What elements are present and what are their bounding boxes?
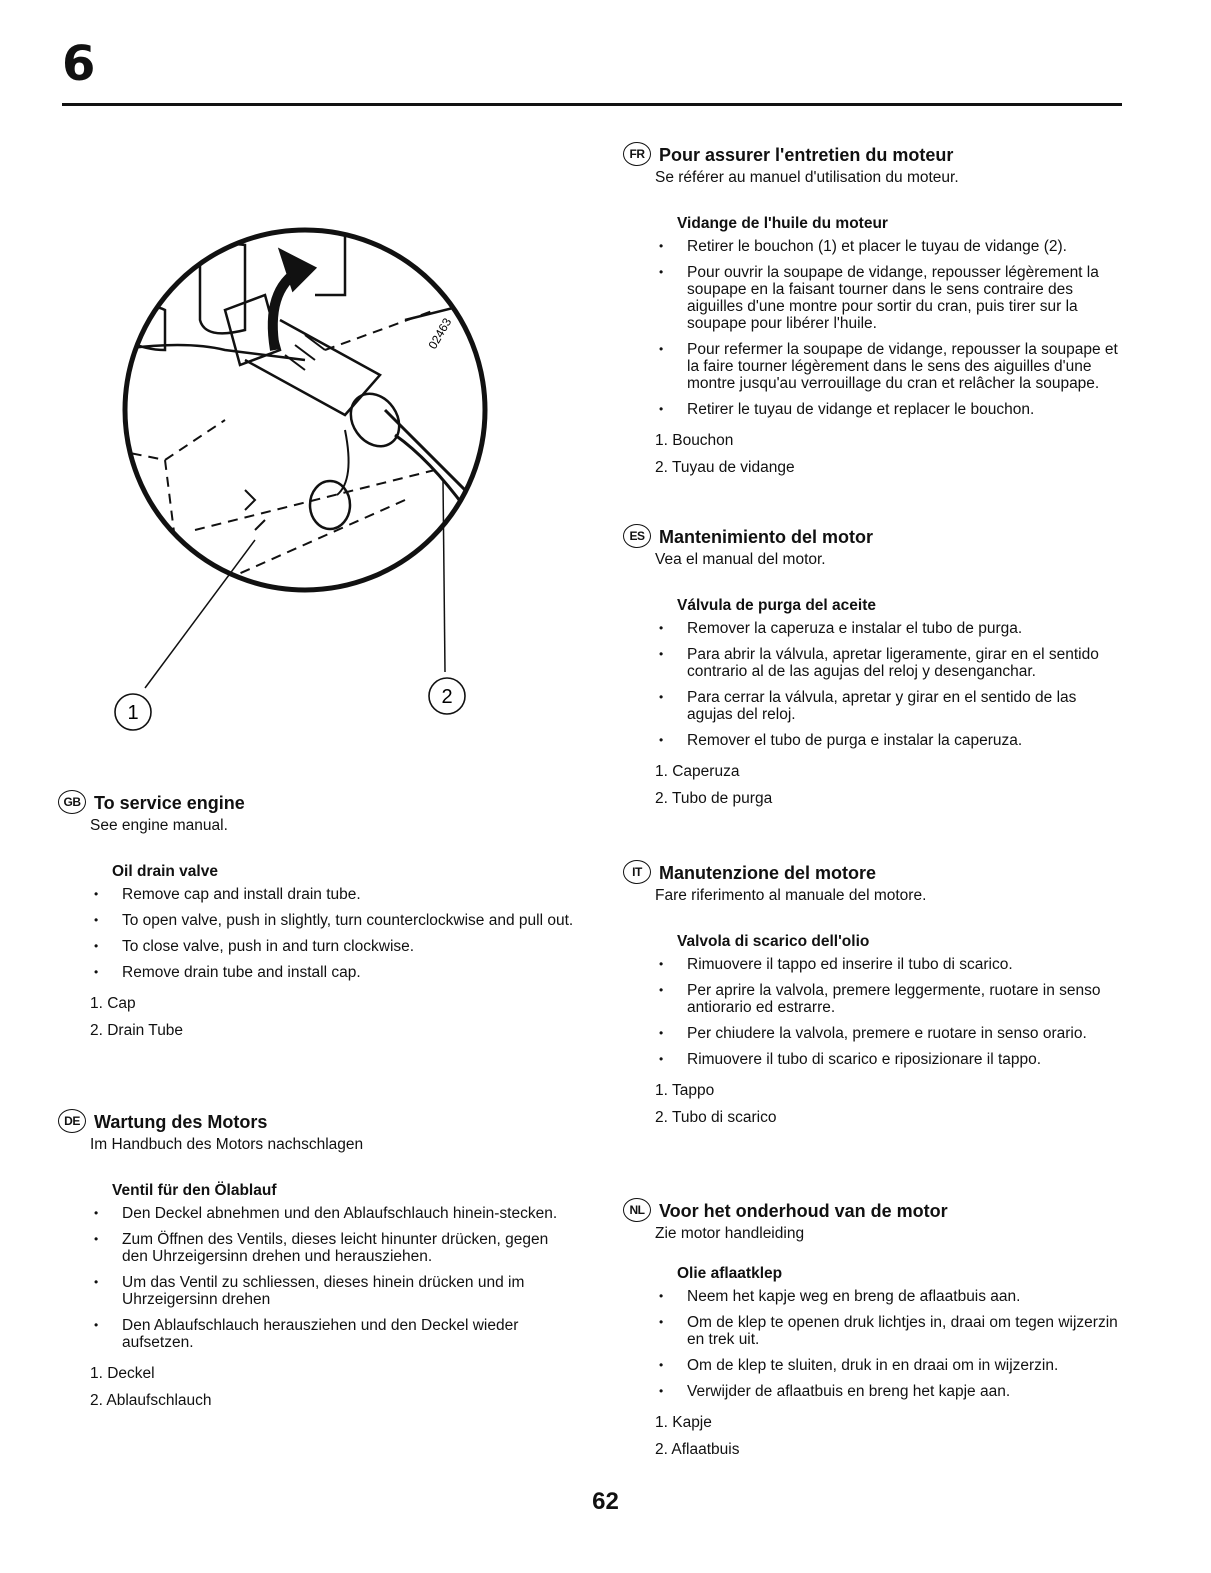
instruction-list <box>655 620 1121 749</box>
list-item: • Remove cap and install drain tube. <box>90 886 575 903</box>
list-item: • Remover la caperuza e instalar el tubo de purga. <box>655 620 1121 637</box>
legend-item: 1. Cap <box>90 995 136 1012</box>
oil-drain-valve-illustration <box>105 200 505 740</box>
list-item: • Retirer le bouchon (1) et placer le tuyau de vidange (2). <box>655 238 1121 255</box>
lang-badge-fr: FR <box>623 142 651 166</box>
list-item: • Zum Öffnen des Ventils, dieses leicht hinunter drücken, gegen den Uhrzeigersinn drehen und herausziehen. <box>90 1231 575 1265</box>
parts-legend <box>90 1360 575 1414</box>
lang-badge-it: IT <box>623 860 651 884</box>
list-item: • Rimuovere il tappo ed inserire il tubo di scarico. <box>655 956 1121 973</box>
section-subheading: Vidange de l'huile du moteur <box>677 215 888 232</box>
legend-item: 1. Deckel <box>90 1365 155 1382</box>
list-item: • Neem het kapje weg en breng de aflaatbuis aan. <box>655 1288 1121 1305</box>
section-nl <box>629 1200 1121 1463</box>
list-item: • To close valve, push in and turn clockwise. <box>90 938 575 955</box>
section-subtitle: Zie motor handleiding <box>655 1225 805 1242</box>
legend-item: 2. Tubo de purga <box>655 790 773 807</box>
section-title: Voor het onderhoud van de motor <box>659 1201 948 1221</box>
list-item: • Om de klep te sluiten, druk in en draai om in wijzerzin. <box>655 1357 1121 1374</box>
figure-code: 02463 <box>425 315 455 352</box>
list-item: • Retirer le tuyau de vidange et replacer le bouchon. <box>655 401 1121 418</box>
legend-item: 1. Tappo <box>655 1082 715 1099</box>
section-subheading: Olie aflaatklep <box>677 1265 783 1282</box>
section-es <box>629 526 1121 812</box>
instruction-list <box>655 238 1121 418</box>
list-item: • Rimuovere il tubo di scarico e riposizionare il tappo. <box>655 1051 1121 1068</box>
instruction-list <box>655 1288 1121 1400</box>
parts-legend <box>90 990 575 1044</box>
section-subheading: Valvola di scarico dell'olio <box>677 933 870 950</box>
section-subtitle: Vea el manual del motor. <box>655 551 826 568</box>
section-subtitle: Fare riferimento al manuale del motore. <box>655 887 927 904</box>
section-number: 6 <box>62 36 96 92</box>
lang-badge-nl: NL <box>623 1198 651 1222</box>
section-title: Mantenimiento del motor <box>659 527 874 547</box>
callout-2: 2 <box>441 686 453 708</box>
list-item: • Pour refermer la soupape de vidange, repousser la soupape et la faire tourner légèrement dans le sens des aiguilles d'une montre jusqu'au verrouillage du cran et relâcher la soupape. <box>655 341 1121 392</box>
legend-item: 1. Bouchon <box>655 432 734 449</box>
parts-legend <box>655 1077 1121 1131</box>
legend-item: 2. Tubo di scarico <box>655 1109 777 1126</box>
section-subtitle: Im Handbuch des Motors nachschlagen <box>90 1136 364 1153</box>
list-item: • Den Deckel abnehmen und den Ablaufschlauch hinein-stecken. <box>90 1205 575 1222</box>
legend-item: 2. Tuyau de vidange <box>655 459 795 476</box>
section-title: Wartung des Motors <box>94 1112 268 1132</box>
list-item: • Remove drain tube and install cap. <box>90 964 575 981</box>
parts-legend <box>655 1409 1121 1463</box>
parts-legend <box>655 758 1121 812</box>
section-de <box>64 1111 575 1414</box>
section-gb <box>63 792 575 1044</box>
list-item: • Per aprire la valvola, premere leggermente, ruotare in senso antiorario ed estrarre. <box>655 982 1121 1016</box>
list-item: • To open valve, push in slightly, turn counterclockwise and pull out. <box>90 912 575 929</box>
section-fr <box>629 144 1121 481</box>
instruction-list <box>90 886 575 981</box>
legend-item: 1. Caperuza <box>655 763 740 780</box>
list-item: • Per chiudere la valvola, premere e ruotare in senso orario. <box>655 1025 1121 1042</box>
lang-badge-gb: GB <box>58 790 86 814</box>
section-subheading: Ventil für den Ölablauf <box>112 1182 277 1199</box>
section-it <box>632 862 1121 1131</box>
list-item: • Para abrir la válvula, apretar ligeramente, girar en el sentido contrario al de las agujas del reloj y desenganchar. <box>655 646 1121 680</box>
legend-item: 1. Kapje <box>655 1414 712 1431</box>
parts-legend <box>655 427 1121 481</box>
callout-1: 1 <box>127 702 139 724</box>
list-item: • Om de klep te openen druk lichtjes in, draai om tegen wijzerzin en trek uit. <box>655 1314 1121 1348</box>
section-title: Pour assurer l'entretien du moteur <box>659 145 954 165</box>
instruction-list <box>90 1205 575 1351</box>
lang-badge-es: ES <box>623 524 651 548</box>
list-item: • Verwijder de aflaatbuis en breng het kapje aan. <box>655 1383 1121 1400</box>
section-subtitle: See engine manual. <box>90 817 228 834</box>
section-subheading: Válvula de purga del aceite <box>677 597 876 614</box>
list-item: • Remover el tubo de purga e instalar la caperuza. <box>655 732 1121 749</box>
lang-badge-de: DE <box>58 1109 86 1133</box>
list-item: • Pour ouvrir la soupape de vidange, repousser légèrement la soupape en la faisant tourner dans le sens contraire des aiguilles d'une montre pour sortir du cran, puis tirer sur la soupape pour libérer l'huile. <box>655 264 1121 332</box>
legend-item: 2. Drain Tube <box>90 1022 184 1039</box>
page-number: 62 <box>592 1488 619 1515</box>
section-subheading: Oil drain valve <box>112 863 218 880</box>
section-title: Manutenzione del motore <box>659 863 877 883</box>
list-item: • Para cerrar la válvula, apretar y girar en el sentido de las agujas del reloj. <box>655 689 1121 723</box>
header-rule <box>62 103 1122 106</box>
section-title: To service engine <box>94 793 245 813</box>
section-subtitle: Se référer au manuel d'utilisation du moteur. <box>655 169 959 186</box>
legend-item: 2. Aflaatbuis <box>655 1441 740 1458</box>
instruction-list <box>655 956 1121 1068</box>
list-item: • Den Ablaufschlauch herausziehen und den Deckel wieder aufsetzen. <box>90 1317 575 1351</box>
legend-item: 2. Ablaufschlauch <box>90 1392 212 1409</box>
list-item: • Um das Ventil zu schliessen, dieses hinein drücken und im Uhrzeigersinn drehen <box>90 1274 575 1308</box>
